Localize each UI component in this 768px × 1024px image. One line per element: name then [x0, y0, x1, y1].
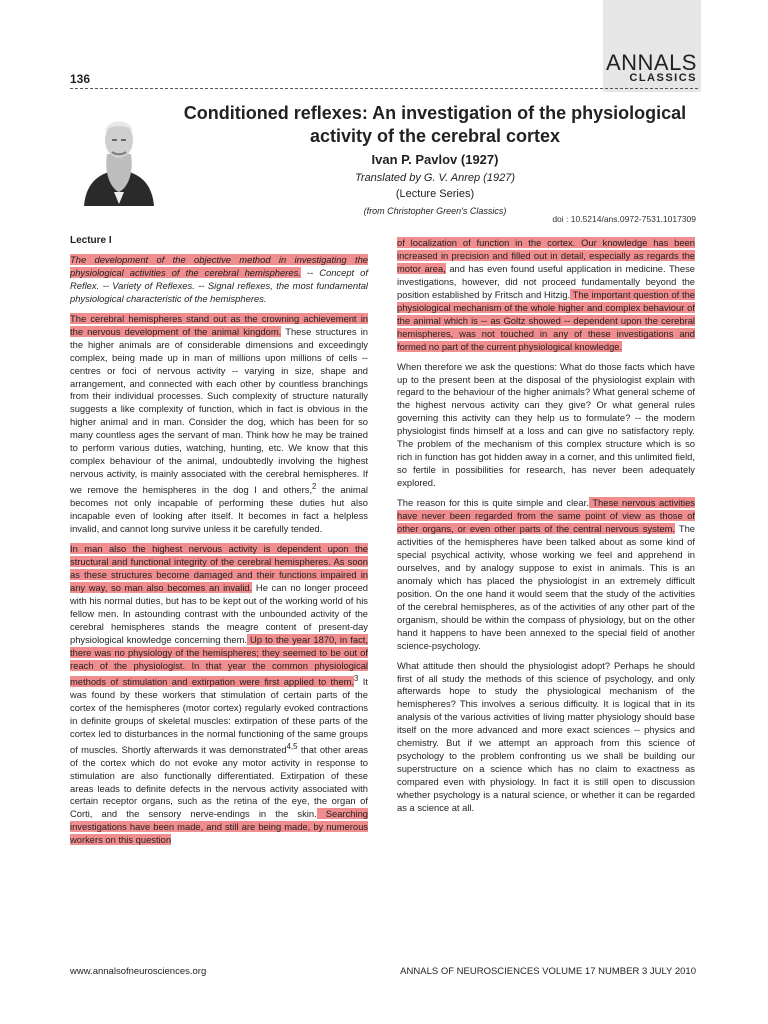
- author-portrait: [74, 96, 164, 206]
- body-text: It was found by these workers that stimulation of certain parts of the cortex of the hemispheres (motor cortex) regularly evoked contractions in definite groups of skeletal muscles: extirpation of these parts of the cortex led to disturbances in the normal functioning of the same groups of muscles. Shortly afterwards it was demonstrated: [70, 675, 368, 755]
- body-text: He can no longer proceed with his normal duties, but has to be kept out of the working world of his fellow men. In astounding contrast with the unbounded activity of the cerebral hemispheres stands the meagre content of present-day physiological knowledge concerning them.: [70, 581, 368, 645]
- body-text: -- Concept of Reflex. -- Variety of Reflexes. -- Signal reflexes, the most fundamental physiological characteristic of the hemispheres.: [70, 266, 368, 304]
- citation: 3: [354, 673, 359, 683]
- page-number: 136: [70, 72, 91, 86]
- citation: 2: [312, 482, 317, 492]
- header-divider: [70, 88, 698, 89]
- article-series: (Lecture Series): [395, 188, 475, 200]
- article-source: (from Christopher Green's Classics): [363, 206, 507, 216]
- highlighted-text: Up to the year 1870, in fact, there was no physiology of the hemispheres; they seemed to be out of reach of the physiologist. In that year the common physiological methods of stimulation and extirpation were first applied to them.: [70, 633, 368, 687]
- paragraph: [397, 237, 695, 354]
- right-column: [397, 237, 695, 822]
- highlighted-text: The development of the objective method in investigating the physiological activities of the cerebral hemispheres.: [70, 253, 368, 278]
- highlighted-text: The important question of the physiological mechanism of the whole higher and complex behaviour of the animal which is -- as Goltz showed -- dependent upon the cerebral hemispheres, was not touched in any of these investigations and formed no part of the current physiological knowledge.: [397, 288, 695, 352]
- article-title: Conditioned reflexes: An investigation of the physiological activity of the cerebral cortex: [183, 103, 687, 146]
- body-text: that other areas of the cortex which do not evoke any motor activity in response to stimulation are also functionally differentiated. Extirpation of these areas leads to definite defects in the nervous activity associated with certain receptor organs, such as the retina of the eye, the organ of Corti, and the sensory nerve-endings in the skin.: [70, 743, 368, 820]
- body-text: These structures in the higher animals are of considerable dimensions and exceedingly complex, being made up in man of millions upon millions of cells -- centres or foci of nervous activity -- varying in size, shape and arrangement, and connected with each other by countless branchings from their individual processes. Such complexity of structure naturally suggests a like complexity of function, which in fact is obvious in the higher animal and in man. Consider the dog, which has been for so many countless ages the servant of man. Think how he may be trained to perform various duties, watching, hunting, etc. We know that this complex behaviour of the animal, undoubtedly involving the highest nervous activity, is mainly associated with the cerebral hemispheres. If we remove the hemispheres in the dog I and others,: [70, 325, 368, 496]
- lecture-heading: Lecture I: [70, 235, 112, 246]
- article-translator: Translated by G. V. Anrep (1927): [355, 172, 515, 184]
- paragraph: [70, 313, 368, 536]
- body-text: The reason for this is quite simple and clear.: [397, 497, 589, 509]
- paragraph: [397, 497, 695, 652]
- highlighted-text: of localization of function in the cortex. Our knowledge has been increased in precision and filled out in detail, especially as regards the motor area,: [397, 237, 695, 274]
- body-text: and has even found useful application in medicine. These investigations, however, did not proceed fundamentally beyond the position established by Fritsch and Hitzig.: [397, 262, 696, 300]
- article-doi: doi : 10.5214/ans.0972-7531.1017309: [552, 214, 696, 224]
- left-column: [70, 235, 368, 854]
- article-author: Ivan P. Pavlov (1927): [371, 152, 499, 167]
- body-text: The activities of the hemispheres have been talked about as some kind of special psychical activity, whose working we feel and apprehend in ourselves, and by analogy suppose to exist in animals. This is an anomaly which has placed the physiologist in an extremely difficult position. On the one hand it would seem that the study of the activities of the cerebral hemispheres, as of the activities of any other part of the organism, should be within the compass of physiology, but on the other hand it happens to have been annexed to the special field of another science-psychology.: [397, 523, 696, 651]
- brand-annals: ANNALS: [605, 50, 697, 75]
- paragraph: [70, 254, 368, 306]
- citation: 4,5: [286, 741, 298, 751]
- paragraph: [70, 543, 368, 847]
- highlighted-text: These nervous activities have never been regarded from the same point of view as those of other organs, or even other parts of the central nervous system.: [397, 497, 695, 535]
- paragraph: When therefore we ask the questions: What do those facts which have up to the present been at the disposal of the physiologist explain with regard to the behaviour of the higher animals? What general scheme of the highest nervous activity can they give? Or what general rules governing this activity can they help us to formulate? -- the modern physiologist finds himself at a loss and can give no satisfactory reply. The problem of the mechanism of this complex structure which is so rich in function has got hidden away in a corner, and this unlimited field, so fertile in possibilities for research, has never been adequately explored.: [397, 360, 695, 489]
- body-text: the animal becomes not only incapable of performing these duties hut also incapable even of looking after itself. It becomes in fact a helpless invalid, and cannot long survive unless it be carefully tended.: [70, 484, 368, 535]
- brand-classics: CLASSICS: [629, 72, 697, 84]
- highlighted-text: Searching investigations have been made, and still are being made, by numerous workers on this question: [70, 808, 368, 846]
- paragraph: What attitude then should the physiologist adopt? Perhaps he should first of all study the methods of this science of psychology, and only afterwards hope to study the physiological mechanism of the hemispheres? This involves a serious difficulty. It is logical that in its analysis of the various activities of living matter physiology should base itself on the more advanced and more exact sciences -- physics and chemistry. But if we attempt an approach from this science of psychology to the problem confronting us we shall be building our superstructure on a science which has no claim to exactness as compared even with physiology. In fact it is still open to discussion whether psychology is a natural science, or whether it can be regarded as a science at all.: [397, 659, 695, 814]
- footer-website[interactable]: www.annalsofneurosciences.org: [70, 966, 207, 977]
- highlighted-text: The cerebral hemispheres stand out as the crowning achievement in the nervous development of the animal kingdom.: [70, 312, 368, 337]
- highlighted-text: In man also the highest nervous activity is dependent upon the structural and functional integrity of the cerebral hemispheres. As soon as these structures become damaged and their functions impaired in any way, so man also becomes an invalid.: [70, 543, 368, 593]
- footer-journal-info: ANNALS OF NEUROSCIENCES VOLUME 17 NUMBER 3 JULY 2010: [400, 966, 696, 977]
